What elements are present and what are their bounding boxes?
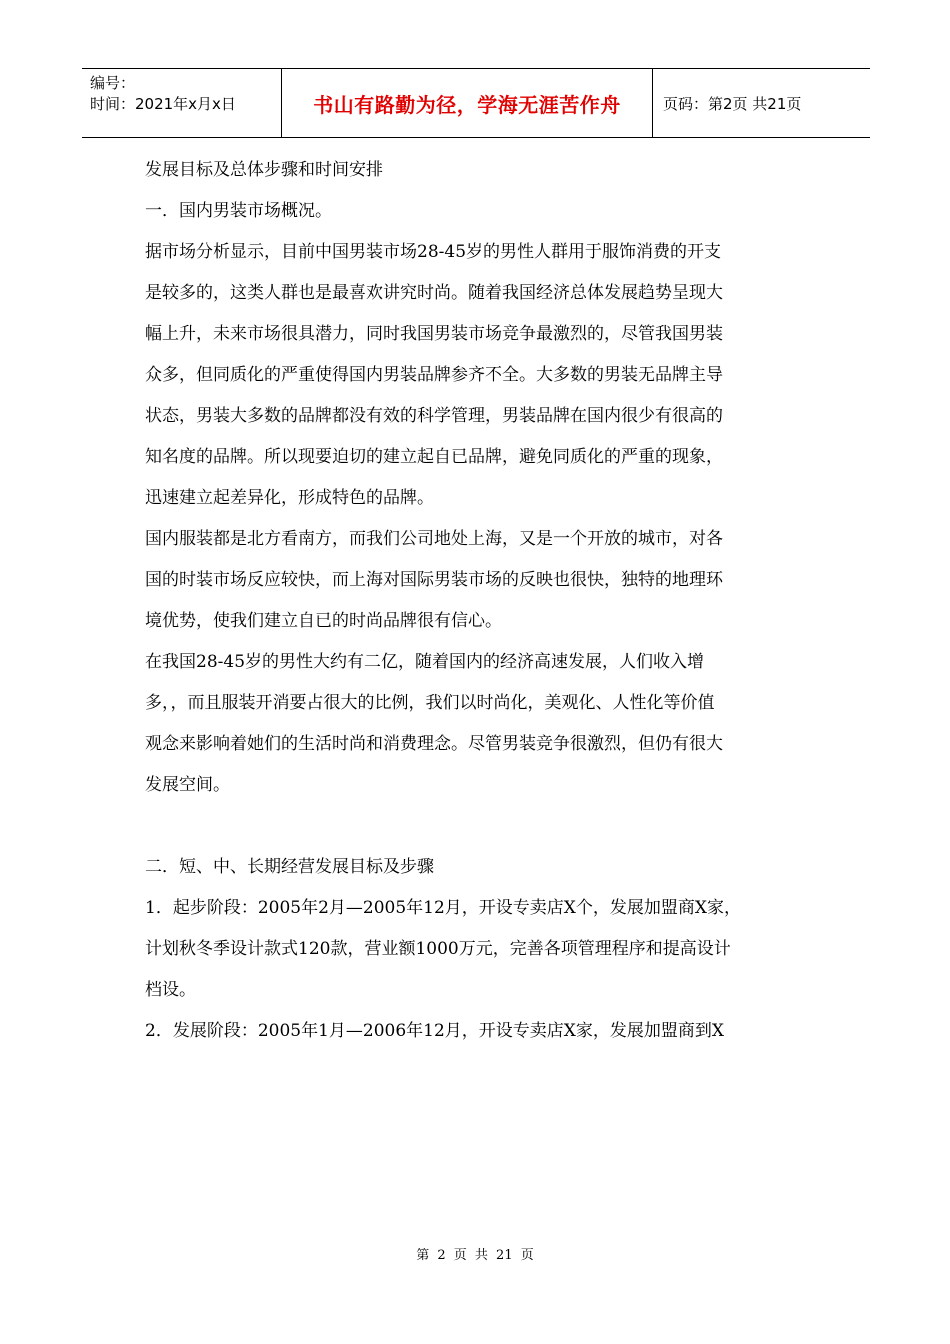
paragraph-line: 是较多的，这类人群也是最喜欢讲究时尚。随着我国经济总体发展趋势呈现大 (145, 283, 723, 303)
paragraph-line: 计划秋冬季设计款式120款，营业额1000万元，完善各项管理程序和提高设计 (145, 939, 731, 959)
paragraph-line: 知名度的品牌。所以现要迫切的建立起自已品牌，避免同质化的严重的现象， (145, 447, 723, 467)
header-meta (82, 69, 282, 137)
header-page-cell (653, 69, 870, 137)
subsection-heading: 二．短、中、长期经营发展目标及步骤 (145, 857, 434, 877)
subsection-heading: 一．国内男装市场概况。 (145, 201, 332, 221)
motto-text: 书山有路勤为径，学海无涯苦作舟 (313, 92, 621, 117)
paragraph-line: 众多，但同质化的严重使得国内男装品牌参齐不全。大多数的男装无品牌主导 (145, 365, 723, 385)
paragraph-line: 国内服装都是北方看南方，而我们公司地处上海，又是一个开放的城市，对各 (145, 529, 723, 549)
paragraph-line: 迅速建立起差异化，形成特色的品牌。 (145, 488, 434, 508)
paragraph-line: 观念来影响着她们的生活时尚和消费理念。尽管男装竞争很激烈，但仍有很大 (145, 734, 723, 754)
page-header (82, 68, 870, 138)
document-body (145, 150, 815, 1052)
document-number-label: 编号： (90, 74, 136, 92)
page-info: 页码：第2页 共21页 (663, 94, 802, 113)
paragraph-line: 国的时装市场反应较快，而上海对国际男装市场的反映也很快，独特的地理环 (145, 570, 723, 590)
header-motto-cell (282, 69, 653, 137)
paragraph-line: 多，，而且服装开消要占很大的比例，我们以时尚化，美观化、人性化等价值 (145, 693, 715, 713)
paragraph-line: 状态，男装大多数的品牌都没有效的科学管理，男装品牌在国内很少有很高的 (145, 406, 723, 426)
paragraph-line: 在我国28-45岁的男性大约有二亿，随着国内的经济高速发展，人们收入增 (145, 652, 705, 672)
paragraph-line: 发展空间。 (145, 775, 230, 795)
section-heading: 发展目标及总体步骤和时间安排 (145, 160, 383, 180)
paragraph-line: 2．发展阶段：2005年1月—2006年12月，开设专卖店X家，发展加盟商到X (145, 1021, 724, 1041)
paragraph-line: 幅上升，未来市场很具潜力，同时我国男装市场竞争最激烈的，尽管我国男装 (145, 324, 723, 344)
blank-line (145, 806, 815, 847)
document-date: 时间：2021年x月x日 (90, 95, 236, 113)
paragraph-line: 境优势，使我们建立自已的时尚品牌很有信心。 (145, 611, 502, 631)
paragraph-line: 档设。 (145, 980, 196, 1000)
paragraph-line: 据市场分析显示，目前中国男装市场28-45岁的男性人群用于服饰消费的开支 (145, 242, 722, 262)
page-footer: 第 2 页 共 21 页 (416, 1248, 534, 1263)
paragraph-line: 1．起步阶段：2005年2月—2005年12月，开设专卖店X个，发展加盟商X家， (145, 898, 741, 918)
